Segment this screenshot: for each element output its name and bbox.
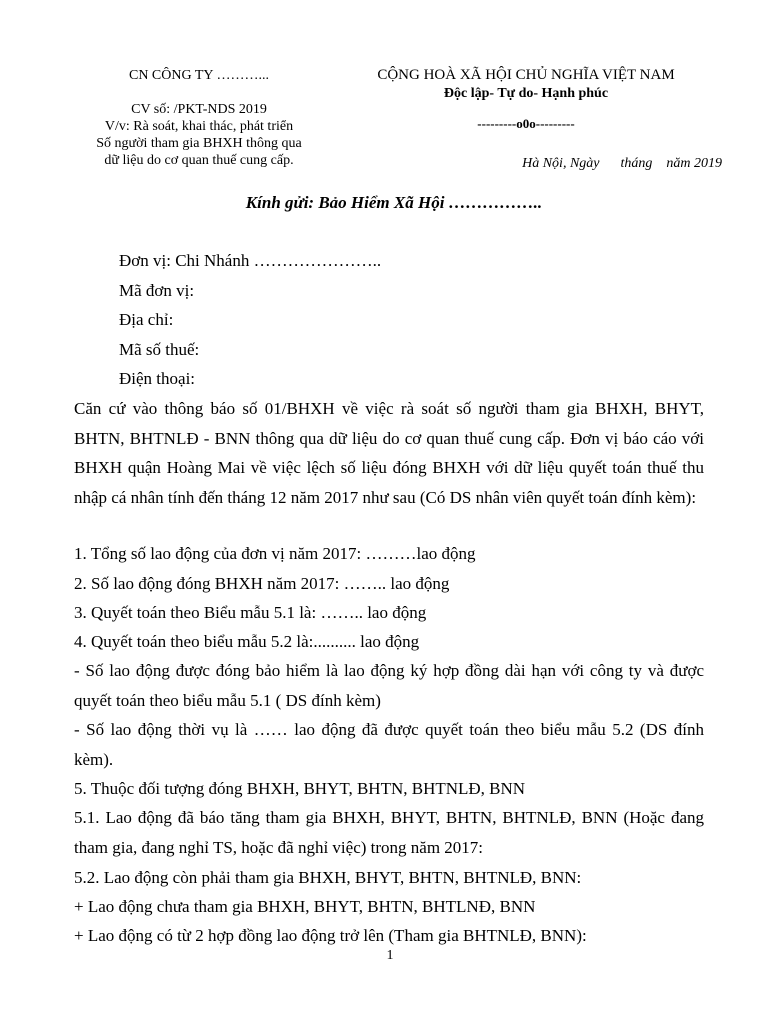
plus-item-2: + Lao động có từ 2 hợp đồng lao động trở lên (Tham gia BHTNLĐ, BNN): [74, 926, 587, 945]
company-name: CN CÔNG TY ………... [128, 68, 269, 83]
page-number: 1 [386, 948, 394, 963]
date-line: Hà Nội, Ngày tháng năm 2019 [522, 156, 722, 171]
unit-field: Đơn vị: Chi Nhánh ………………….. [119, 251, 382, 270]
document-number: CV số: /PKT-NDS 2019 [131, 102, 267, 117]
unit-code-field: Mã đơn vị: [119, 281, 195, 300]
plus-item-1: + Lao động chưa tham gia BHXH, BHYT, BHTN, BHTLNĐ, BNN [74, 897, 536, 916]
phone-field: Điện thoại: [119, 369, 196, 388]
subject-line-1: V/v: Rà soát, khai thác, phát triển [104, 119, 294, 134]
item-4: 4. Quyết toán theo biểu mẫu 5.2 là:.......... lao động [74, 632, 420, 651]
intro-paragraph: Căn cứ vào thông báo số 01/BHXH về việc rà soát số người tham gia BHXH, BHYT, BHTN, BHTNLĐ - BNN thông qua dữ liệu do cơ quan thuế cung cấp. Đơn vị báo cáo với BHXH quận Hoàng Mai về việc lệch số liệu đóng BHXH với dữ liệu quyết toán thuế thu nhập cá nhân tính đến tháng 12 năm 2017 như sau (Có DS nhân viên quyết toán đính kèm): [74, 399, 704, 507]
item-5-2: 5.2. Lao động còn phải tham gia BHXH, BHYT, BHTN, BHTNLĐ, BNN: [74, 868, 582, 887]
address-field: Địa chỉ: [119, 310, 174, 329]
item-3: 3. Quyết toán theo Biểu mẫu 5.1 là: …….. lao động [74, 603, 427, 622]
item-5: 5. Thuộc đối tượng đóng BHXH, BHYT, BHTN, BHTNLĐ, BNN [74, 779, 526, 798]
item-2: 2. Số lao động đóng BHXH năm 2017: …….. lao động [74, 574, 450, 593]
nation-title: CỘNG HOÀ XÃ HỘI CHỦ NGHĨA VIỆT NAM [377, 67, 675, 83]
dash-paragraph-2: - Số lao động thời vụ là …… lao động đã được quyết toán theo biểu mẫu 5.2 (DS đính kèm). [74, 720, 704, 769]
subject-line-2: Số người tham gia BHXH thông qua [96, 136, 302, 151]
subject-line-3: dữ liệu do cơ quan thuế cung cấp. [104, 153, 294, 168]
motto-separator: ---------o0o--------- [477, 116, 575, 131]
recipient-line: Kính gửi: Bảo Hiểm Xã Hội …………….. [245, 193, 543, 212]
tax-code-field: Mã số thuế: [119, 340, 200, 359]
dash-paragraph-1: - Số lao động được đóng bảo hiểm là lao động ký hợp đồng dài hạn với công ty và được quyết toán theo biểu mẫu 5.1 ( DS đính kèm) [74, 661, 704, 710]
national-motto: Độc lập- Tự do- Hạnh phúc [443, 86, 609, 101]
item-1: 1. Tổng số lao động của đơn vị năm 2017: ………lao động [74, 544, 476, 563]
item-5-1: 5.1. Lao động đã báo tăng tham gia BHXH, BHYT, BHTN, BHTNLĐ, BNN (Hoặc đang tham gia, đang nghỉ TS, hoặc đã nghỉ việc) trong năm 2017: [74, 808, 704, 857]
